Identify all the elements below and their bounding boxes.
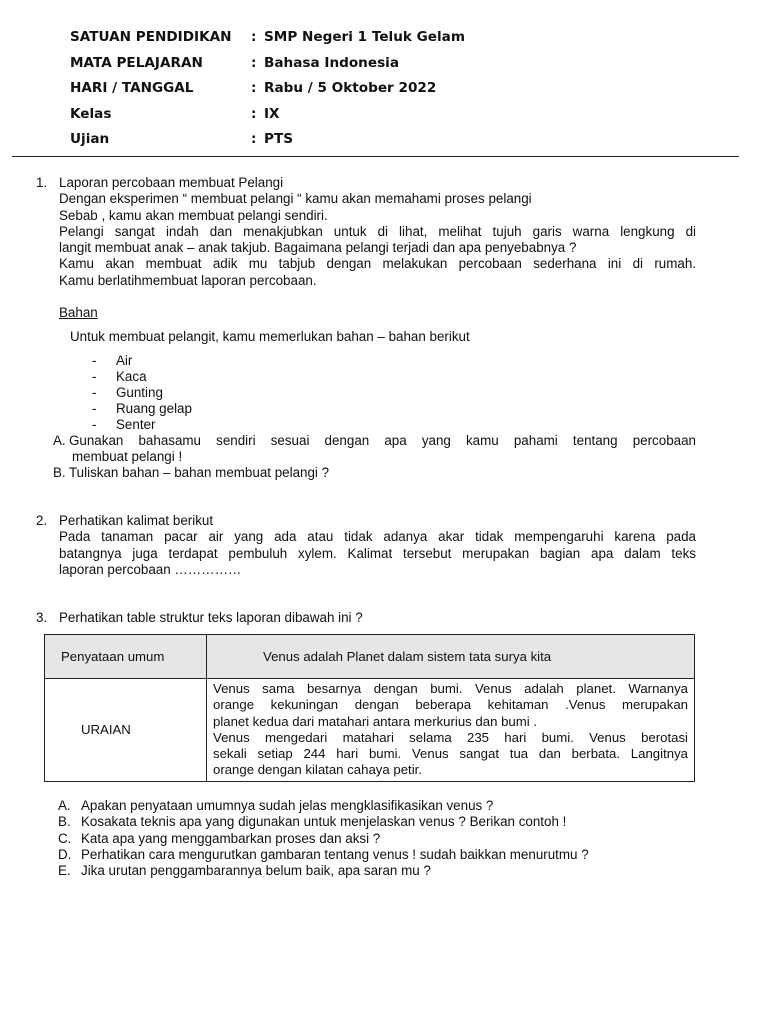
question-line: langit membuat anak – anak takjub. Bagaimana pelangi terjadi dan apa penyebabnya ? bbox=[59, 240, 577, 256]
table-cell-label: Penyataan umum bbox=[45, 635, 207, 679]
question-line: Pelangi sangat indah dan menakjubkan untuk di lihat, melihat tujuh garis warna lengkung di bbox=[59, 223, 696, 239]
list-item bbox=[58, 863, 658, 879]
sub-question-b bbox=[53, 465, 696, 481]
list-item-text: Gunting bbox=[116, 384, 163, 400]
table-cell-line: sekali setiap 244 hari bumi. Venus sangat tua dan berbata. Langitnya bbox=[213, 746, 688, 762]
sub-text: Tuliskan bahan – bahan membuat pelangi ? bbox=[69, 465, 330, 481]
question-3 bbox=[36, 610, 696, 626]
header-value: IX bbox=[264, 105, 280, 122]
list-item bbox=[92, 385, 696, 401]
bahan-heading: Bahan bbox=[59, 305, 98, 321]
question-body bbox=[53, 175, 696, 482]
sub-text: Apakan penyataan umumnya sudah jelas mengklasifikasikan venus ? bbox=[81, 798, 494, 813]
table-row bbox=[45, 679, 695, 782]
dash-bullet: - bbox=[92, 384, 97, 400]
question-line: Dengan eksperimen “ membuat pelangi “ kamu akan memahami proses pelangi bbox=[59, 191, 532, 207]
header-value: Rabu / 5 Oktober 2022 bbox=[264, 80, 437, 96]
question-line: Pada tanaman pacar air yang ada atau tidak adanya akar tidak mempengaruhi karena pada bbox=[59, 529, 696, 545]
question-body bbox=[59, 513, 696, 578]
header-colon: : bbox=[251, 29, 257, 45]
table-cell-label: URAIAN bbox=[45, 679, 207, 782]
question-body bbox=[59, 610, 696, 626]
list-item bbox=[92, 417, 696, 433]
header-label: SATUAN PENDIDIKAN bbox=[70, 29, 232, 45]
list-item bbox=[92, 353, 696, 369]
header-colon: : bbox=[251, 105, 257, 122]
sub-letter: A. bbox=[58, 798, 71, 813]
header-value: SMP Negeri 1 Teluk Gelam bbox=[264, 29, 466, 45]
list-item bbox=[58, 798, 658, 814]
sub-text: Gunakan bahasamu sendiri sesuai dengan apa yang kamu pahami tentang percobaan bbox=[69, 432, 696, 448]
sub-text: Perhatikan cara mengurutkan gambaran tentang venus ! sudah baikkan menurutmu ? bbox=[81, 846, 589, 862]
header-divider bbox=[12, 156, 739, 157]
header-label: HARI / TANGGAL bbox=[70, 80, 194, 96]
header-colon: : bbox=[251, 80, 257, 96]
sub-letter: D. bbox=[58, 846, 72, 862]
dash-bullet: - bbox=[92, 368, 97, 384]
exam-header bbox=[70, 27, 670, 155]
bahan-list bbox=[92, 353, 696, 433]
header-row-subject bbox=[70, 53, 670, 79]
list-item bbox=[92, 401, 696, 417]
sub-letter: B. bbox=[58, 814, 71, 830]
sub-text: Jika urutan penggambarannya belum baik, apa saran mu ? bbox=[81, 863, 431, 879]
table-cell-line: Venus mengedari matahari selama 235 hari bumi. Venus berotasi bbox=[213, 729, 688, 745]
question-line: Kamu akan membuat adik mu tabjub dengan melakukan percobaan sederhana ini di rumah. bbox=[59, 256, 696, 272]
table-cell-line: planet kedua dari matahari antara merkurius dan bumi . bbox=[213, 713, 538, 729]
table-cell-line: orange kekuningan dengan beberapa kehitaman .Venus merupakan bbox=[213, 697, 688, 713]
header-row-school bbox=[70, 27, 670, 53]
sub-text: Kata apa yang menggambarkan proses dan aksi ? bbox=[81, 830, 381, 846]
table-cell-line: orange dengan kilatan cahaya petir. bbox=[213, 762, 422, 778]
header-row-exam bbox=[70, 129, 670, 155]
sub-text: Kosakata teknis apa yang digunakan untuk menjelaskan venus ? Berikan contoh ! bbox=[81, 814, 567, 830]
header-label: MATA PELAJARAN bbox=[70, 54, 203, 71]
list-item-text: Kaca bbox=[116, 368, 147, 384]
question-title: Perhatikan table struktur teks laporan dibawah ini ? bbox=[59, 610, 363, 625]
header-value: Bahasa Indonesia bbox=[264, 54, 400, 71]
question-line: Laporan percobaan membuat Pelangi bbox=[59, 175, 284, 190]
header-row-date bbox=[70, 78, 670, 104]
question-line: laporan percobaan …………… bbox=[59, 561, 242, 577]
list-item bbox=[58, 847, 658, 863]
table-cell-value bbox=[207, 679, 695, 782]
question-2 bbox=[36, 513, 696, 578]
question-1 bbox=[36, 175, 696, 482]
header-colon: : bbox=[251, 131, 257, 147]
header-value: PTS bbox=[264, 131, 294, 147]
sub-letter: C. bbox=[58, 830, 72, 846]
table-cell-line: Venus sama besarnya dengan bumi. Venus adalah planet. Warnanya bbox=[213, 681, 688, 696]
list-item-text: Ruang gelap bbox=[116, 400, 192, 416]
list-item-text: Air bbox=[116, 352, 133, 368]
list-item bbox=[58, 831, 658, 847]
bahan-intro: Untuk membuat pelangit, kamu memerlukan bahan – bahan berikut bbox=[70, 329, 470, 345]
header-colon: : bbox=[251, 54, 257, 71]
question-number: 2. bbox=[36, 513, 48, 528]
question-3-subquestions bbox=[58, 798, 658, 879]
dash-bullet: - bbox=[92, 352, 97, 368]
structure-table bbox=[44, 634, 695, 782]
question-line: Kamu berlatihmembuat laporan percobaan. bbox=[59, 272, 317, 288]
table-cell-value: Venus adalah Planet dalam sistem tata surya kita bbox=[207, 635, 695, 679]
header-label: Kelas bbox=[70, 105, 112, 122]
sub-letter: E. bbox=[58, 863, 71, 879]
table-row bbox=[45, 635, 695, 679]
list-item-text: Senter bbox=[116, 416, 156, 432]
question-number: 1. bbox=[36, 175, 48, 190]
question-line: batangnya juga terdapat pembuluh xylem. Kalimat tersebut merupakan bagian apa dalam teks bbox=[59, 545, 696, 561]
question-line: Sebab , kamu akan membuat pelangi sendiri. bbox=[59, 207, 328, 223]
sub-question-a bbox=[53, 433, 696, 466]
dash-bullet: - bbox=[92, 400, 97, 416]
sub-letter: B. bbox=[53, 465, 66, 481]
header-label: Ujian bbox=[70, 131, 110, 147]
list-item bbox=[58, 814, 658, 830]
sub-letter: A. bbox=[53, 432, 66, 448]
question-title: Perhatikan kalimat berikut bbox=[59, 513, 214, 528]
list-item bbox=[92, 369, 696, 385]
dash-bullet: - bbox=[92, 416, 97, 432]
question-number: 3. bbox=[36, 610, 48, 625]
sub-text: membuat pelangi ! bbox=[72, 448, 183, 464]
header-row-class bbox=[70, 104, 670, 130]
